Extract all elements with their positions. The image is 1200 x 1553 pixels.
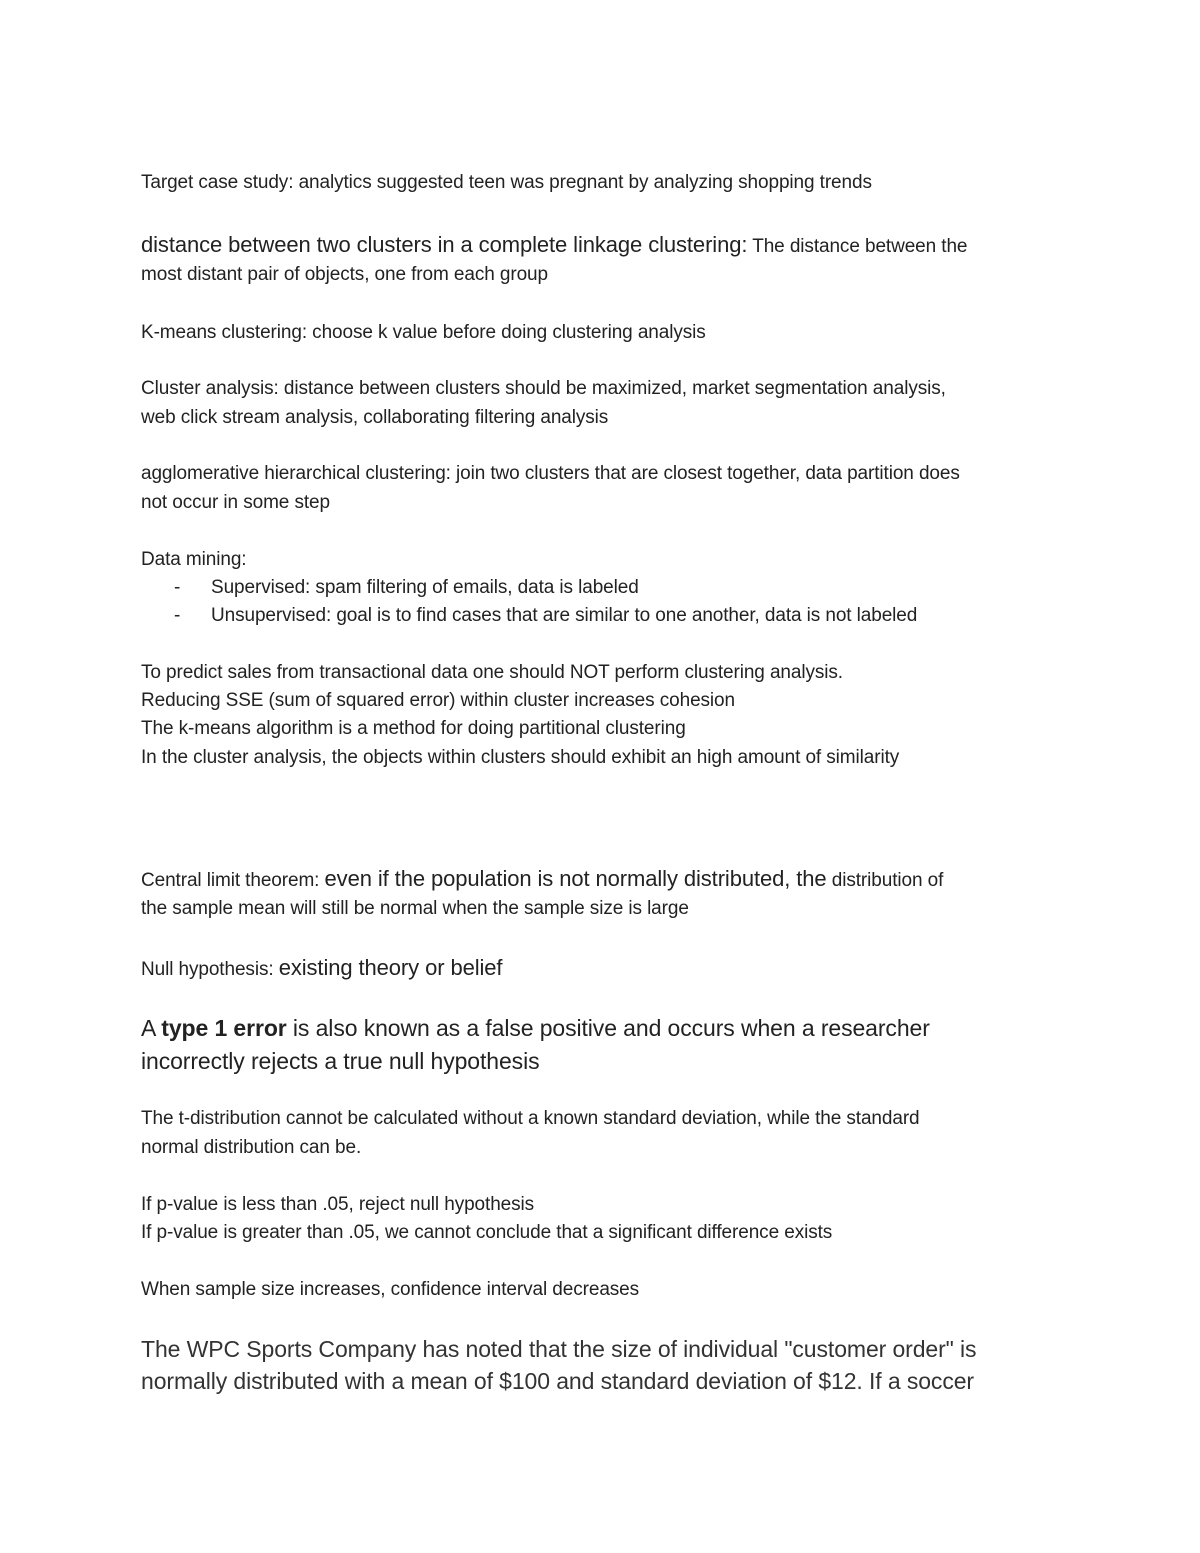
document-page [141, 0, 1061, 1553]
bullet-dash: - [174, 605, 181, 626]
complete-linkage-line-1 [141, 230, 967, 261]
clt-rest: distribution of [826, 870, 944, 891]
sample-size-line: When sample size increases, confidence interval decreases [141, 1279, 640, 1300]
type1-line-1 [141, 1012, 930, 1044]
wpc-line-1: The WPC Sports Company has noted that the size of individual "customer order" is [141, 1336, 977, 1362]
target-case-study-line: Target case study: analytics suggested teen was pregnant by analyzing shopping trends [141, 172, 872, 193]
pvalue-line: If p-value is less than .05, reject null hypothesis [141, 1194, 535, 1215]
bullet-text: Supervised: spam filtering of emails, data is labeled [211, 577, 639, 598]
clt-emphasis: even if the population is not normally distributed, the [324, 866, 827, 891]
clt-line-1 [141, 864, 943, 895]
null-hypothesis-line [141, 953, 502, 984]
clt-line-2: the sample mean will still be normal when the sample size is large [141, 898, 689, 919]
null-label: Null hypothesis: [141, 959, 279, 980]
cluster-analysis-line-2: web click stream analysis, collaborating filtering analysis [141, 407, 609, 428]
fact-line: Reducing SSE (sum of squared error) within cluster increases cohesion [141, 690, 735, 711]
tdist-line-1: The t-distribution cannot be calculated without a known standard deviation, while the standard [141, 1108, 920, 1129]
bullet-dash: - [174, 577, 181, 598]
type1-line-2: incorrectly rejects a true null hypothesis [141, 1048, 540, 1074]
bullet-text: Unsupervised: goal is to find cases that are similar to one another, data is not labeled [211, 605, 918, 626]
type1-bold: type 1 error [161, 1015, 287, 1041]
type1-prefix: A [141, 1015, 162, 1041]
cluster-analysis-line-1: Cluster analysis: distance between clusters should be maximized, market segmentation analysis, [141, 378, 946, 399]
complete-linkage-term: distance between two clusters in a complete linkage clustering: [141, 232, 748, 257]
tdist-line-2: normal distribution can be. [141, 1137, 362, 1158]
type1-rest: is also known as a false positive and occurs when a researcher [286, 1015, 930, 1041]
fact-line: The k-means algorithm is a method for doing partitional clustering [141, 718, 686, 739]
null-emphasis: existing theory or belief [278, 955, 503, 980]
data-mining-heading: Data mining: [141, 549, 247, 570]
clt-label: Central limit theorem: [141, 870, 325, 891]
agglomerative-line-2: not occur in some step [141, 492, 330, 513]
complete-linkage-definition: The distance between the [747, 236, 968, 257]
complete-linkage-line-2: most distant pair of objects, one from each group [141, 264, 548, 285]
agglomerative-line-1: agglomerative hierarchical clustering: join two clusters that are closest together, data partition does [141, 463, 960, 484]
pvalue-line: If p-value is greater than .05, we cannot conclude that a significant difference exists [141, 1222, 833, 1243]
wpc-line-2: normally distributed with a mean of $100 and standard deviation of $12. If a soccer [141, 1368, 974, 1394]
fact-line: To predict sales from transactional data one should NOT perform clustering analysis. [141, 662, 843, 683]
kmeans-line: K-means clustering: choose k value before doing clustering analysis [141, 322, 706, 343]
fact-line: In the cluster analysis, the objects within clusters should exhibit an high amount of similarity [141, 747, 900, 768]
